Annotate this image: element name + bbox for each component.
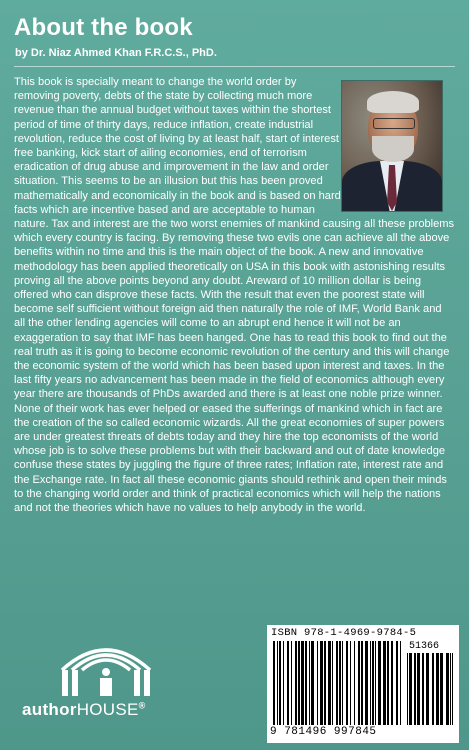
barcode-icon [273,641,401,725]
registered-mark: ® [138,700,146,711]
ean-number: 9 781496 997845 [270,726,377,738]
isbn-text: ISBN 978-1-4969-9784-5 [271,627,417,639]
publisher-name-bold: author [22,700,77,719]
page-title: About the book [14,14,193,41]
author-line: by Dr. Niaz Ahmed Khan F.R.C.S., PhD. [15,47,217,59]
authorhouse-logo-icon [56,636,156,706]
description-text: This book is specially meant to change the world order by removing poverty, debts of the state by collecting much more revenue than the annual budget without taxes within the shortest period of time of thirty days, reduce inflation, create industrial revolution, reduce the cost of living by at least half, start of interest free banking, kick start of ailing economies, end of terrorism eradication of drug abuse and improvement in the law and order situation. This seems to be an illusion but this has been proved mathematically and economically in the book and is based on hard facts which are incentive based and are acceptable to human nature. Tax and interest are the two worst enemies of mankind causing all these problems which every country is facing. By removing these two evils one can achieve all the above benefits within no time and this is the main object of the book. A new and innovative methodology has been applied theoretically on USA in this book with astonishing results proving all the above points beyond any doubt. Areward of 10 million dollar is being offered who can disprove these facts. With the result that even the poorest state will become self sufficient without foreign aid then naturally the role of IMF, World Bank and all the other lending agencies will come to an abrupt end hence it will not be an exaggeration to say that IMF has been hanged. One has to read this book to find out the real truth as it is going to become economic revolution of the century and this will change the economic system of the world which has been based upon interest and taxes. In the last fifty years no advancement has been made in the field of economics although every year there are thousands of PhDs awarded and there is at least one noble prize winner. None of their work has ever helped or eased the sufferings of mankind which in fact are the creation of the so called economic wizards. All the great economies of super powers are under greatest threats of debts today and they hire the top economists of the world whose job is to solve these problems but with their backward and out of date knowledge confuse these states by juggling the figure of three rates; Inflation rate, interest rate and the Exchange rate. In fact all these economic giants should rethink and open their minds to the changing world order and think of practical economics which will help the nations and not the theories which have no values to help anybody in the world. [14,76,455,515]
price-barcode-icon [407,653,453,725]
publisher-name-light: HOUSE [76,700,139,719]
author-photo [341,80,443,212]
divider [14,66,455,67]
publisher-name [22,700,146,720]
barcode-panel [267,625,459,743]
price-code: 51366 [409,641,440,652]
